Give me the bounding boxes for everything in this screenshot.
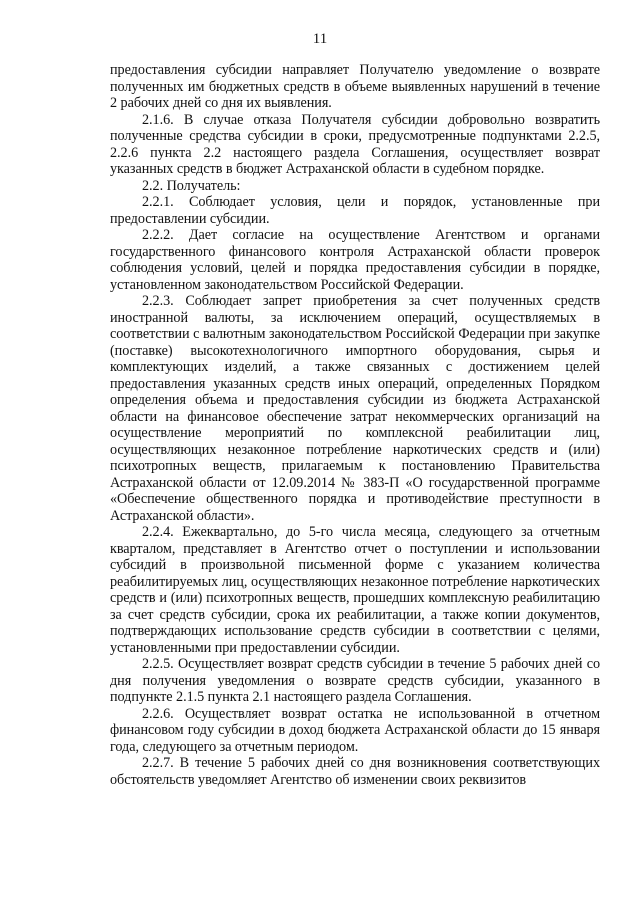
paragraph-2-2-4: 2.2.4. Ежеквартально, до 5-го числа месяца, следующего за отчетным кварталом, представляет в Агентство отчет о поступлении и использовании субсидий в произвольной письменной форме с указанием количества реабилитируемых лиц, осуществляющих незаконное потребление наркотических средств и (или) психотропных веществ, прошедших комплексную реабилитацию за счет средств субсидии, срока их реабилитации, а также копии документов, подтверждающих использование средств субсидии в соответствии с целями, установленными при предоставлении субсидии.: [110, 524, 600, 656]
paragraph-2-2-1: 2.2.1. Соблюдает условия, цели и порядок, установленные при предоставлении субсидии.: [110, 194, 600, 227]
paragraph-2-2-3: 2.2.3. Соблюдает запрет приобретения за счет полученных средств иностранной валюты, за исключением операций, осуществляемых в соответствии с валютным законодательством Российской Федерации при закупке (поставке) высокотехнологичного импортного оборудования, сырья и комплектующих изделий, а также связанных с достижением целей предоставления указанных средств иных операций, определенных Порядком определения объема и предоставления субсидии из бюджета Астраханской области на финансовое обеспечение затрат некоммерческих организаций на осуществление мероприятий по комплексной реабилитации лиц, осуществляющих незаконное потребление наркотических средств и (или) психотропных веществ, прилагаемым к постановлению Правительства Астраханской области от 12.09.2014 № 383-П «О государственной программе «Обеспечение общественного порядка и противодействие преступности в Астраханской области».: [110, 293, 600, 524]
page-number: 11: [312, 31, 328, 47]
paragraph-2-2-6: 2.2.6. Осуществляет возврат остатка не использованной в отчетном финансовом году субсидии в доход бюджета Астраханской области до 15 января года, следующего за отчетным периодом.: [110, 705, 600, 755]
document-body: [110, 62, 600, 788]
paragraph-2-2-5: 2.2.5. Осуществляет возврат средств субсидии в течение 5 рабочих дней со дня получения уведомления о возврате средств субсидии, указанного в подпункте 2.1.5 пункта 2.1 настоящего раздела Соглашения.: [110, 656, 600, 705]
paragraph-continuation: предоставления субсидии направляет Получателю уведомление о возврате полученных им бюджетных средств в объеме выявленных нарушений в течение 2 рабочих дней со дня их выявления.: [110, 62, 600, 111]
paragraph-2-2-2: 2.2.2. Дает согласие на осуществление Агентством и органами государственного финансового контроля Астраханской области проверок соблюдения условий, целей и порядка предоставления субсидии в порядке, установленном законодательством Российской Федерации.: [110, 227, 600, 293]
paragraph-2-2: 2.2. Получатель:: [142, 177, 241, 194]
paragraph-2-2-7: 2.2.7. В течение 5 рабочих дней со дня возникновения соответствующих обстоятельств уведомляет Агентство об изменении своих реквизитов: [110, 755, 600, 788]
paragraph-2-1-6: 2.1.6. В случае отказа Получателя субсидии добровольно возвратить полученные средства субсидии в сроки, предусмотренные подпунктами 2.2.5, 2.2.6 пункта 2.2 настоящего раздела Соглашения, осуществляет возврат указанных средств в бюджет Астраханской области в судебном порядке.: [110, 111, 600, 177]
